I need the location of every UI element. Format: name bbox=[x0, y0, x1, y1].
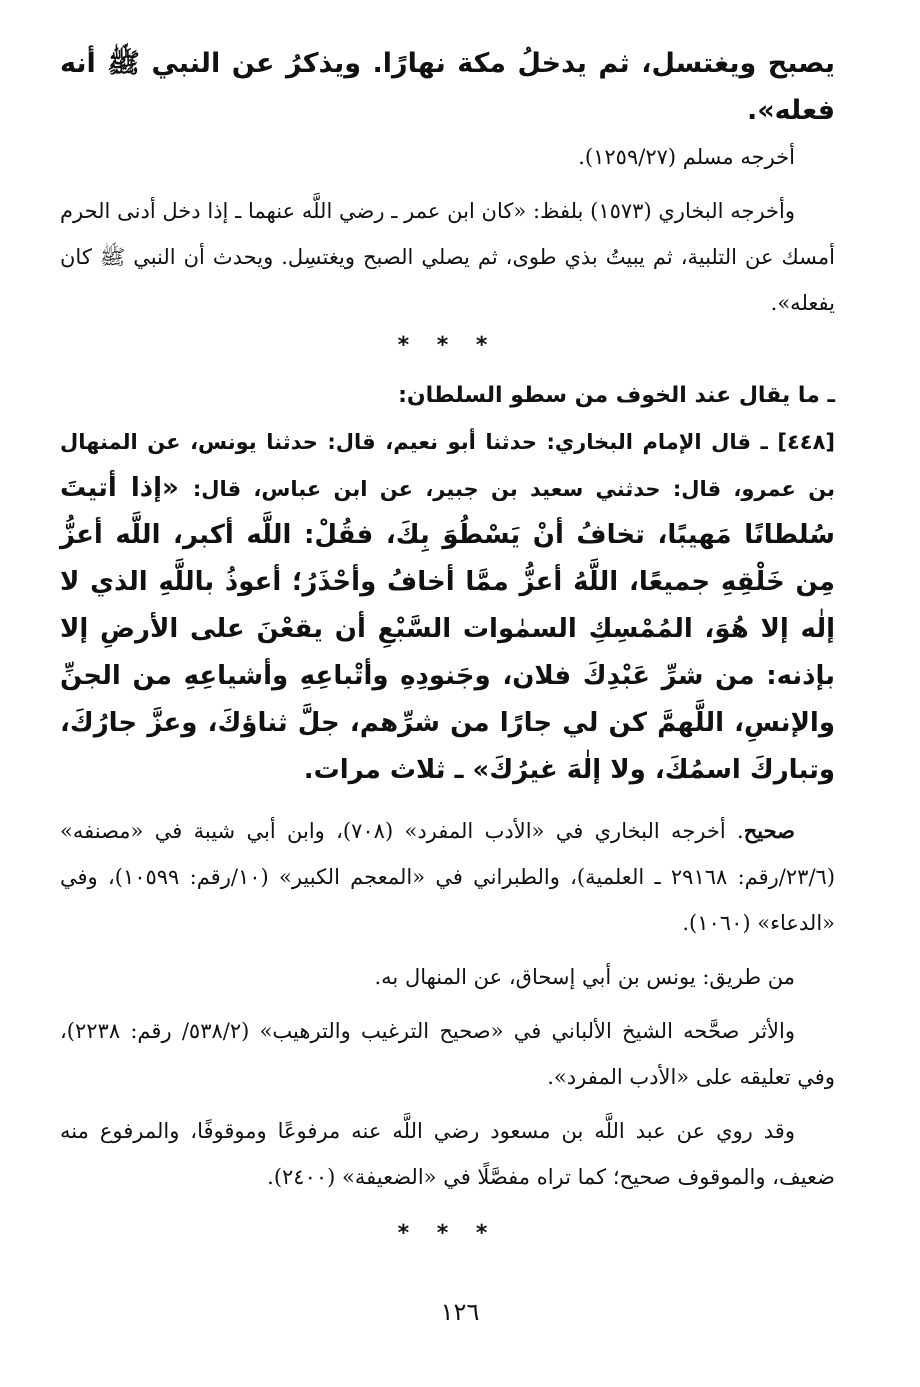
albani-note: والأثر صحَّحه الشيخ الألباني في «صحيح الترغيب والترهيب» (٥٣٨/٢/ رقم: ٢٢٣٨)، وفي تعليقه على «الأدب المفرد». bbox=[60, 1019, 835, 1089]
page-number: ١٢٦ bbox=[440, 1298, 480, 1326]
bukhari-note: وأخرجه البخاري (١٥٧٣) بلفظ: «كان ابن عمر ـ رضي اللَّه عنهما ـ إذا دخل أدنى الحرم أمسك عن التلبية، ثم يبيتُ بذي طوى، ثم يصلي الصبح ويغتسِل. ويحدث أن النبي ﷺ كان يفعله». bbox=[60, 199, 835, 315]
section-heading: ـ ما يقال عند الخوف من سطو السلطان: bbox=[398, 383, 835, 408]
separator-stars-end: * * * bbox=[397, 1221, 498, 1246]
chain-path-note: من طريق: يونس بن أبي إسحاق، عن المنهال به. bbox=[374, 965, 795, 989]
takhrij-text: . أخرجه البخاري في «الأدب المفرد» (٧٠٨)، وابن أبي شيبة في «مصنفه» (٢٣/٦/رقم: ٢٩١٦٨ ـ العلمية)، والطبراني في «المعجم الكبير» (١٠/رقم: ١٠٥٩٩)، وفي «الدعاء» (١٠٦٠). bbox=[60, 819, 836, 935]
separator-stars: * * * bbox=[397, 333, 498, 358]
muslim-reference: أخرجه مسلم (١٢٥٩/٢٧). bbox=[578, 145, 795, 169]
continued-hadith-text: يصبح ويغتسل، ثم يدخلُ مكة نهارًا. ويذكرُ عن النبي ﷺ أنه فعله». bbox=[60, 48, 835, 126]
hadith-chain: [٤٤٨] ـ قال الإمام البخاري: حدثنا أبو نعيم، قال: حدثنا يونس، عن المنهال بن عمرو، قال: حدثني سعيد بن جبير، عن ابن عباس، قال: bbox=[60, 430, 835, 501]
hadith-448 bbox=[60, 418, 835, 794]
hadith-matn: «إذا أتيتَ سُلطانًا مَهيبًا، تخافُ أنْ يَسْطُوَ بِكَ، فقُلْ: اللَّه أكبر، اللَّه أعزُّ مِن خَلْقِهِ جميعًا، اللَّهُ أعزُّ ممَّا أخافُ وأحْذَرُ؛ أعوذُ باللَّهِ الذي لا إلٰه إلا هُوَ، المُمْسِكِ السمٰوات السَّبْعِ أن يقعْنَ على الأرضِ إلا بإذنه: من شرِّ عَبْدِكَ فلان، وجَنودِهِ وأتْباعِهِ وأشياعِهِ من الجنِّ والإنسِ، اللَّهمَّ كن لي جارًا من شرِّهم، جلَّ ثناؤكَ، وعزَّ جارُكَ، وتباركَ اسمُكَ، ولا إلٰهَ غيرُكَ» ـ ثلاث مرات. bbox=[60, 473, 835, 785]
grade-label: صحيح bbox=[743, 818, 795, 843]
takhrij-paragraph bbox=[60, 808, 835, 946]
page-body bbox=[60, 40, 835, 1254]
ibn-masud-note: وقد روي عن عبد اللَّه بن مسعود رضي اللَّه عنه مرفوعًا وموقوفًا، والمرفوع منه ضعيف، والموقوف صحيح؛ كما تراه مفصَّلًا في «الضعيفة» (٢٤٠٠). bbox=[60, 1119, 835, 1189]
